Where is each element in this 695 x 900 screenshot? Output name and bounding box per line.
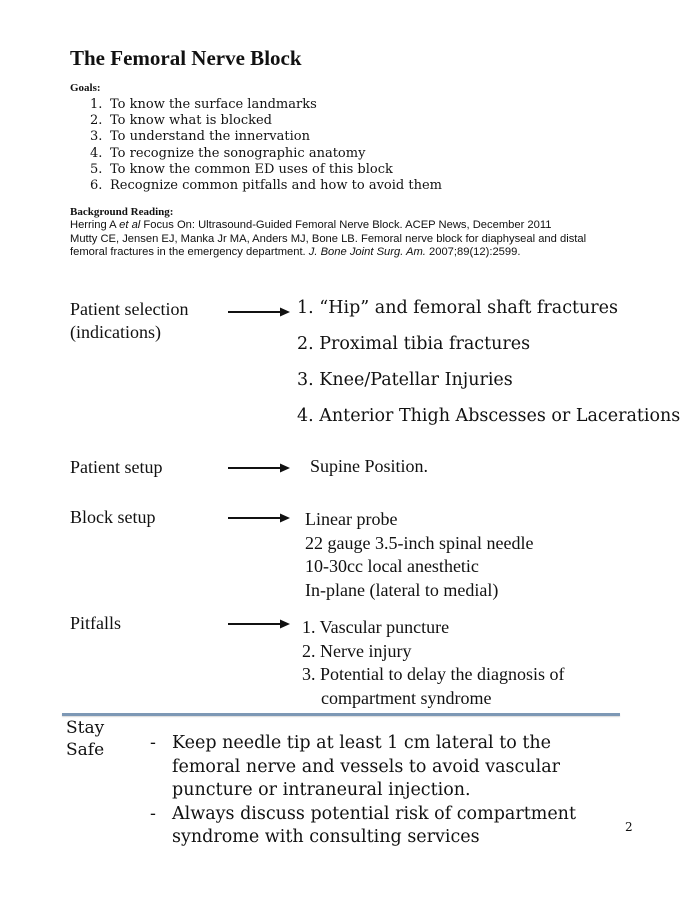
arrow-right-icon bbox=[228, 619, 290, 629]
stay-safe-item: - Keep needle tip at least 1 cm lateral to the femoral nerve and vessels to avoid vascular puncture or intraneural injection. bbox=[150, 733, 561, 800]
arrow-right-icon bbox=[228, 513, 290, 523]
block-setup-list bbox=[305, 508, 533, 602]
stay-safe-item: - Always discuss potential risk of compartment syndrome with consulting services bbox=[150, 803, 576, 847]
block-setup-label: Block setup bbox=[70, 507, 156, 527]
arrow-right-icon bbox=[228, 307, 290, 317]
stay-safe-label: Stay Safe bbox=[66, 718, 105, 760]
pitfall-item: 3. Potential to delay the diagnosis of bbox=[302, 664, 565, 684]
goal-item: 1. To know the surface landmarks bbox=[90, 97, 317, 112]
page-title: The Femoral Nerve Block bbox=[70, 46, 302, 70]
section-divider bbox=[62, 713, 620, 716]
pitfall-item: 2. Nerve injury bbox=[302, 640, 412, 661]
background-references bbox=[70, 219, 670, 260]
patient-selection-label: Patient selection (indications) bbox=[70, 299, 189, 342]
reference-1: Herring A et al Focus On: Ultrasound-Guided Femoral Nerve Block. ACEP News, December 2011 bbox=[70, 219, 552, 231]
goal-item: 4. To recognize the sonographic anatomy bbox=[90, 145, 366, 161]
patient-setup-label: Patient setup bbox=[70, 457, 163, 477]
goal-item: 6. Recognize common pitfalls and how to avoid them bbox=[90, 178, 442, 194]
stay-safe-list bbox=[150, 732, 620, 850]
block-setup-item: In-plane (lateral to medial) bbox=[305, 579, 499, 600]
pitfall-item-continued: compartment syndrome bbox=[321, 687, 492, 708]
arrow-right-icon bbox=[228, 463, 290, 473]
reference-2-line-2: femoral fractures in the emergency department. J. Bone Joint Surg. Am. 2007;89(12):2599. bbox=[70, 246, 521, 258]
pitfalls-list bbox=[302, 616, 564, 710]
indication-item: 4. Anterior Thigh Abscesses or Lacerations bbox=[297, 406, 681, 426]
goal-item: 5. To know the common ED uses of this block bbox=[90, 161, 393, 177]
indication-item: 2. Proximal tibia fractures bbox=[297, 334, 531, 354]
pitfalls-label: Pitfalls bbox=[70, 613, 122, 633]
patient-setup-value: Supine Position. bbox=[310, 456, 429, 476]
goal-item: 3. To understand the innervation bbox=[90, 129, 310, 145]
block-setup-item: Linear probe bbox=[305, 509, 398, 529]
block-setup-item: 10-30cc local anesthetic bbox=[305, 556, 479, 576]
block-setup-item: 22 gauge 3.5-inch spinal needle bbox=[305, 532, 534, 553]
indication-item: 1. “Hip” and femoral shaft fractures bbox=[297, 298, 619, 318]
goal-item: 2. To know what is blocked bbox=[90, 113, 273, 129]
reference-2-line-1: Mutty CE, Jensen EJ, Manka Jr MA, Anders MJ, Bone LB. Femoral nerve block for diaphyseal and distal bbox=[70, 232, 587, 245]
goals-heading: Goals: bbox=[70, 82, 101, 94]
page-number: 2 bbox=[625, 820, 633, 834]
pitfall-item: 1. Vascular puncture bbox=[302, 617, 450, 637]
goals-list bbox=[90, 97, 442, 194]
background-reading-heading: Background Reading: bbox=[70, 206, 174, 218]
indication-item: 3. Knee/Patellar Injuries bbox=[297, 370, 513, 390]
